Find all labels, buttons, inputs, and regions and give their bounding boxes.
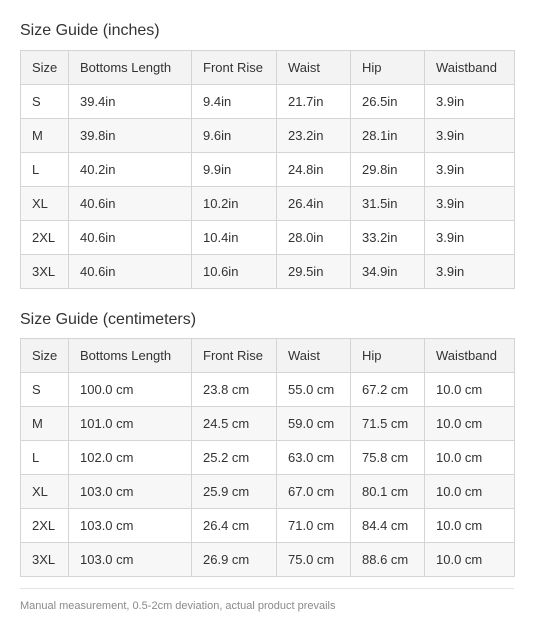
- table-cell: 39.8in: [69, 119, 192, 153]
- table-cell: 40.6in: [69, 221, 192, 255]
- table-row: [21, 441, 515, 475]
- table-cell: S: [21, 373, 69, 407]
- table-cell: 10.0 cm: [425, 441, 515, 475]
- table-cell: 29.5in: [277, 255, 351, 289]
- table-row: [21, 119, 515, 153]
- table-cell: M: [21, 119, 69, 153]
- table-cell: 101.0 cm: [69, 407, 192, 441]
- column-header-hip: Hip: [351, 51, 425, 85]
- table-cell: XL: [21, 475, 69, 509]
- table-cell: 9.9in: [192, 153, 277, 187]
- table-cell: 40.2in: [69, 153, 192, 187]
- table-cell: M: [21, 407, 69, 441]
- table-cell: 103.0 cm: [69, 509, 192, 543]
- table-cell: 103.0 cm: [69, 475, 192, 509]
- table-cell: S: [21, 85, 69, 119]
- table-row: [21, 255, 515, 289]
- table-cell: 3.9in: [425, 221, 515, 255]
- table-cell: 25.2 cm: [192, 441, 277, 475]
- table-row: [21, 187, 515, 221]
- table-cell: 34.9in: [351, 255, 425, 289]
- table-cell: 23.2in: [277, 119, 351, 153]
- table-cell: 9.6in: [192, 119, 277, 153]
- table-cell: 10.0 cm: [425, 407, 515, 441]
- table-cell: 10.0 cm: [425, 509, 515, 543]
- table-cell: 33.2in: [351, 221, 425, 255]
- table-cell: 3.9in: [425, 255, 515, 289]
- table-cell: XL: [21, 187, 69, 221]
- column-header-front-rise: Front Rise: [192, 51, 277, 85]
- table-cell: 23.8 cm: [192, 373, 277, 407]
- table-cell: 75.8 cm: [351, 441, 425, 475]
- table-row: [21, 509, 515, 543]
- table-cell: 3.9in: [425, 119, 515, 153]
- table-cell: 67.0 cm: [277, 475, 351, 509]
- column-header-bottoms-length: Bottoms Length: [69, 51, 192, 85]
- table-row: [21, 85, 515, 119]
- table-cell: 88.6 cm: [351, 543, 425, 577]
- table-cell: 25.9 cm: [192, 475, 277, 509]
- table-cell: 31.5in: [351, 187, 425, 221]
- table-cell: 103.0 cm: [69, 543, 192, 577]
- table-cell: 24.5 cm: [192, 407, 277, 441]
- table-cell: 55.0 cm: [277, 373, 351, 407]
- table-cell: 3.9in: [425, 153, 515, 187]
- column-header-waistband: Waistband: [425, 339, 515, 373]
- column-header-front-rise: Front Rise: [192, 339, 277, 373]
- table-cell: 3.9in: [425, 187, 515, 221]
- size-table-inches: [20, 50, 515, 289]
- table-cell: 10.0 cm: [425, 373, 515, 407]
- table-header-row: [21, 339, 515, 373]
- table-cell: 80.1 cm: [351, 475, 425, 509]
- table-cell: 40.6in: [69, 187, 192, 221]
- table-cell: 28.1in: [351, 119, 425, 153]
- table-cell: 3XL: [21, 255, 69, 289]
- table-cell: 29.8in: [351, 153, 425, 187]
- table-cell: 67.2 cm: [351, 373, 425, 407]
- column-header-waist: Waist: [277, 51, 351, 85]
- size-guide-centimeters-title: Size Guide (centimeters): [20, 311, 197, 328]
- table-header-row: [21, 51, 515, 85]
- table-cell: 26.5in: [351, 85, 425, 119]
- table-row: [21, 407, 515, 441]
- table-cell: 10.0 cm: [425, 543, 515, 577]
- table-cell: 75.0 cm: [277, 543, 351, 577]
- table-cell: 2XL: [21, 509, 69, 543]
- table-cell: L: [21, 153, 69, 187]
- table-cell: 63.0 cm: [277, 441, 351, 475]
- size-table-centimeters: [20, 338, 515, 577]
- table-cell: 26.4 cm: [192, 509, 277, 543]
- table-cell: 2XL: [21, 221, 69, 255]
- table-cell: 28.0in: [277, 221, 351, 255]
- column-header-bottoms-length: Bottoms Length: [69, 339, 192, 373]
- table-cell: 71.5 cm: [351, 407, 425, 441]
- table-cell: 24.8in: [277, 153, 351, 187]
- table-cell: 21.7in: [277, 85, 351, 119]
- table-cell: 40.6in: [69, 255, 192, 289]
- measurement-footnote: Manual measurement, 0.5-2cm deviation, actual product prevails: [20, 600, 336, 612]
- table-cell: 26.9 cm: [192, 543, 277, 577]
- table-cell: L: [21, 441, 69, 475]
- column-header-hip: Hip: [351, 339, 425, 373]
- table-cell: 9.4in: [192, 85, 277, 119]
- footer-divider: [20, 588, 514, 589]
- table-cell: 3.9in: [425, 85, 515, 119]
- table-cell: 10.2in: [192, 187, 277, 221]
- table-cell: 26.4in: [277, 187, 351, 221]
- table-row: [21, 373, 515, 407]
- table-cell: 3XL: [21, 543, 69, 577]
- table-cell: 84.4 cm: [351, 509, 425, 543]
- column-header-waist: Waist: [277, 339, 351, 373]
- table-cell: 71.0 cm: [277, 509, 351, 543]
- table-row: [21, 221, 515, 255]
- table-row: [21, 475, 515, 509]
- size-guide-inches-title: Size Guide (inches): [20, 22, 160, 39]
- table-cell: 100.0 cm: [69, 373, 192, 407]
- table-cell: 10.6in: [192, 255, 277, 289]
- table-cell: 39.4in: [69, 85, 192, 119]
- column-header-waistband: Waistband: [425, 51, 515, 85]
- table-cell: 10.4in: [192, 221, 277, 255]
- column-header-size: Size: [21, 51, 69, 85]
- table-row: [21, 153, 515, 187]
- column-header-size: Size: [21, 339, 69, 373]
- table-cell: 102.0 cm: [69, 441, 192, 475]
- table-cell: 10.0 cm: [425, 475, 515, 509]
- table-cell: 59.0 cm: [277, 407, 351, 441]
- table-row: [21, 543, 515, 577]
